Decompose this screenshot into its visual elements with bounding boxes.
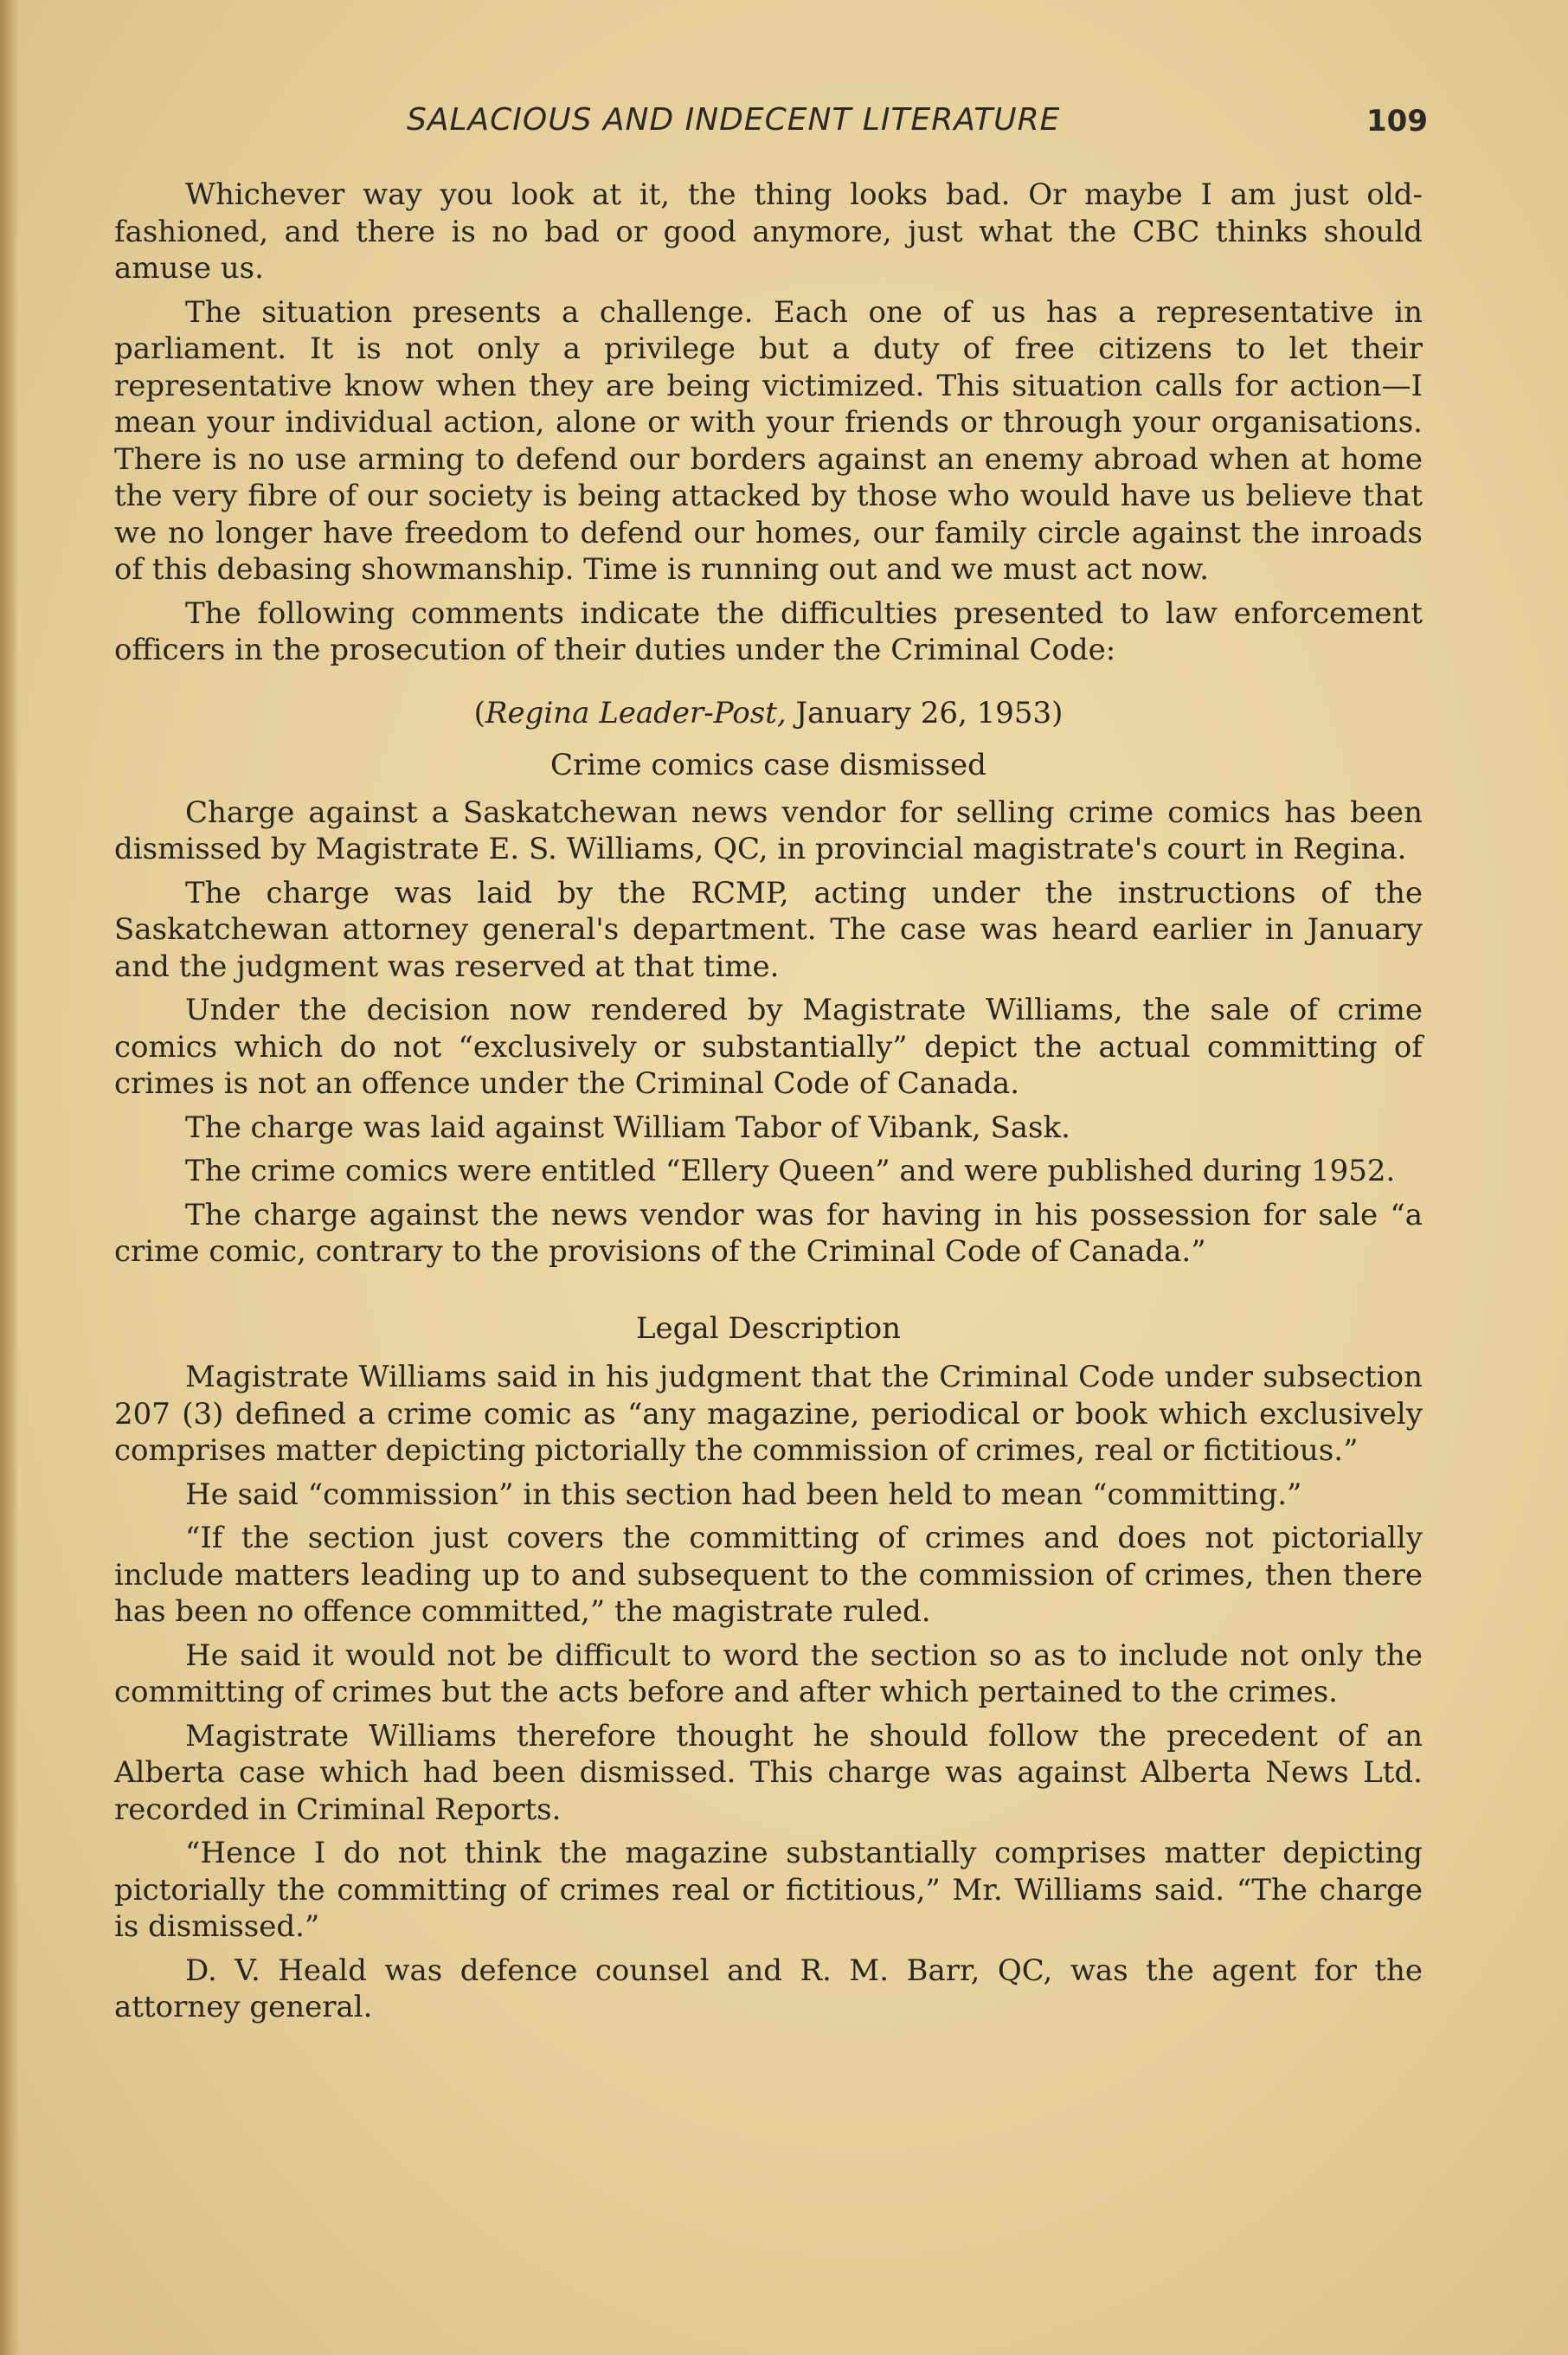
legal-paragraph: “Hence I do not think the magazine substantially comprises matter depicting pictorially the committing of crimes real or fictitious,” Mr. Williams said. “The charge is dismissed.” <box>114 1836 1423 1944</box>
legal-description-heading: Legal Description <box>635 1310 902 1346</box>
article-paragraph: Charge against a Saskatchewan news vendor for selling crime comics has been dismissed by Magistrate E. S. Williams, QC, in provincial magistrate's court in Regina. <box>114 795 1423 866</box>
page-body <box>114 177 1423 2033</box>
source-publication: Regina Leader-Post, <box>485 695 787 730</box>
article-paragraph: The charge was laid by the RCMP, acting under the instructions of the Saskatchewan attorney general's department. The case was heard earlier in January and the judgment was reserved at that time. <box>114 875 1423 984</box>
article-paragraph: Under the decision now rendered by Magistrate Williams, the sale of crime comics which do not “exclusively or substantially” depict the actual committing of crimes is not an offence under the Criminal Code of Canada. <box>114 993 1423 1101</box>
legal-paragraph: Magistrate Williams said in his judgment that the Criminal Code under subsection 207 (3) defined a crime comic as “any magazine, periodical or book which exclusively comprises matter depicting pictorially the commission of crimes, real or fictitious.” <box>114 1360 1423 1468</box>
legal-paragraph: He said “commission” in this section had been held to mean “committing.” <box>185 1477 1302 1512</box>
legal-paragraph: “If the section just covers the committing of crimes and does not pictorially include matters leading up to and subsequent to the commission of crimes, then there has been no offence committed,” the magistrate ruled. <box>114 1521 1423 1629</box>
page-number: 109 <box>1366 104 1428 138</box>
article-paragraph: The crime comics were entitled “Ellery Queen” and were published during 1952. <box>185 1154 1396 1188</box>
intro-paragraph: The following comments indicate the difficulties presented to law enforcement officers in the prosecution of their duties under the Criminal Code: <box>114 595 1423 667</box>
article-paragraph: The charge against the news vendor was for having in his possession for sale “a crime comic, contrary to the provisions of the Criminal Code of Canada.” <box>114 1197 1423 1269</box>
legal-paragraph: D. V. Heald was defence counsel and R. M. Barr, QC, was the agent for the attorney general. <box>114 1953 1423 2024</box>
article-source: (Regina Leader-Post, January 26, 1953) <box>473 695 1064 730</box>
page-binding-edge <box>0 0 19 2355</box>
running-title: SALACIOUS AND INDECENT LITERATURE <box>407 102 1061 138</box>
page-header <box>407 102 1428 154</box>
intro-paragraph: The situation presents a challenge. Each one of us has a representative in parliament. It is not only a privilege but a duty of free citizens to let their representative know when they are being victimized. This situation calls for action—I mean your individual action, alone or with your friends or through your organisations. There is no use arming to defend our borders against an enemy abroad when at home the very fibre of our society is being attacked by those who would have us believe that we no longer have freedom to defend our homes, our family circle against the inroads of this debasing showmanship. Time is running out and we must act now. <box>114 294 1423 587</box>
legal-paragraph: He said it would not be difficult to word the section so as to include not only the committing of crimes but the acts before and after which pertained to the crimes. <box>114 1638 1423 1709</box>
article-headline: Crime comics case dismissed <box>550 748 986 782</box>
intro-paragraph: Whichever way you look at it, the thing looks bad. Or maybe I am just old-fashioned, and there is no bad or good anymore, just what the CBC thinks should amuse us. <box>114 177 1423 286</box>
legal-paragraph: Magistrate Williams therefore thought he should follow the precedent of an Alberta case which had been dismissed. This charge was against Alberta News Ltd. recorded in Criminal Reports. <box>114 1718 1423 1827</box>
article-paragraph: The charge was laid against William Tabor of Vibank, Sask. <box>185 1110 1070 1145</box>
source-date: January 26, 1953 <box>795 695 1052 730</box>
